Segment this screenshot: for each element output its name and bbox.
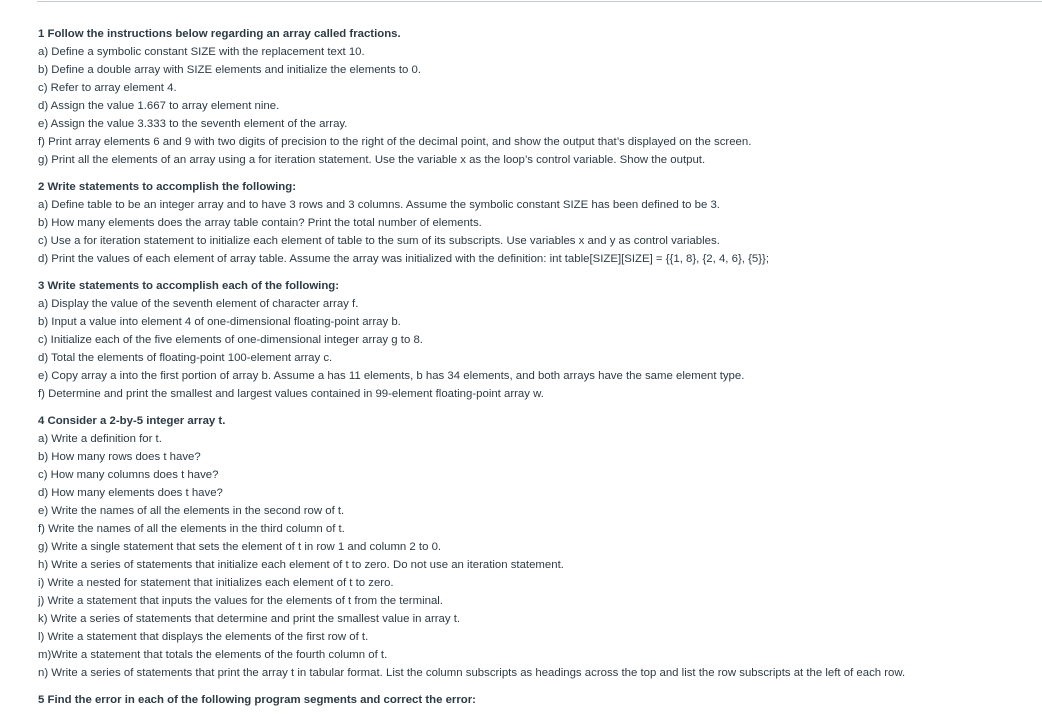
item-4m: m)Write a statement that totals the elements of the fourth column of t.: [38, 649, 388, 661]
section-2: [38, 178, 1038, 268]
section-4: [38, 412, 1038, 682]
item-4c: c) How many columns does t have?: [38, 469, 219, 481]
item-4j: j) Write a statement that inputs the values for the elements of t from the terminal.: [38, 595, 443, 607]
cut-off-content: [318, 713, 378, 718]
item-3e: e) Copy array a into the first portion of array b. Assume a has 11 elements, b has 34 elements, and both arrays have the same element type.: [38, 370, 745, 382]
item-2d: d) Print the values of each element of array table. Assume the array was initialized with the definition: int table[SIZE][SIZE] = {{1, 8}, {2, 4, 6}, {5}};: [38, 253, 770, 265]
item-4k: k) Write a series of statements that determine and print the smallest value in array t.: [38, 613, 461, 625]
item-3a: a) Display the value of the seventh element of character array f.: [38, 298, 359, 310]
item-2b: b) How many elements does the array table contain? Print the total number of elements.: [38, 217, 482, 229]
item-4h: h) Write a series of statements that initialize each element of t to zero. Do not use an iteration statement.: [38, 559, 564, 571]
item-1e: e) Assign the value 3.333 to the seventh element of the array.: [38, 118, 348, 130]
item-3c: c) Initialize each of the five elements of one-dimensional integer array g to 8.: [38, 334, 423, 346]
section-heading: 1 Follow the instructions below regarding an array called fractions.: [38, 28, 401, 40]
item-4n: n) Write a series of statements that print the array t in tabular format. List the column subscripts as headings across the top and list the row subscripts at the left of each row.: [38, 667, 906, 679]
item-1a: a) Define a symbolic constant SIZE with the replacement text 10.: [38, 46, 365, 58]
section-heading: 2 Write statements to accomplish the following:: [38, 181, 297, 193]
section-heading: 4 Consider a 2-by-5 integer array t.: [38, 415, 226, 427]
section-heading: 3 Write statements to accomplish each of the following:: [38, 280, 340, 292]
document-body: [38, 25, 1038, 709]
item-4b: b) How many rows does t have?: [38, 451, 201, 463]
item-4l: l) Write a statement that displays the elements of the first row of t.: [38, 631, 369, 643]
item-4a: a) Write a definition for t.: [38, 433, 162, 445]
item-4e: e) Write the names of all the elements in the second row of t.: [38, 505, 345, 517]
item-1b: b) Define a double array with SIZE elements and initialize the elements to 0.: [38, 64, 422, 76]
section-heading: 5 Find the error in each of the following program segments and correct the error:: [38, 694, 476, 706]
top-divider: [37, 1, 1042, 2]
item-1c: c) Refer to array element 4.: [38, 82, 177, 94]
item-2c: c) Use a for iteration statement to initialize each element of table to the sum of its subscripts. Use variables x and y as control variables.: [38, 235, 720, 247]
section-1: [38, 25, 1038, 169]
item-3b: b) Input a value into element 4 of one-dimensional floating-point array b.: [38, 316, 401, 328]
item-4i: i) Write a nested for statement that initializes each element of t to zero.: [38, 577, 394, 589]
item-1d: d) Assign the value 1.667 to array element nine.: [38, 100, 280, 112]
item-4g: g) Write a single statement that sets the element of t in row 1 and column 2 to 0.: [38, 541, 442, 553]
section-5: [38, 691, 1038, 709]
item-1g: g) Print all the elements of an array using a for iteration statement. Use the variable x as the loop’s control variable. Show the output.: [38, 154, 706, 166]
item-1f: f) Print array elements 6 and 9 with two digits of precision to the right of the decimal point, and show the output that’s displayed on the screen.: [38, 136, 752, 148]
item-3d: d) Total the elements of floating-point 100-element array c.: [38, 352, 333, 364]
item-4f: f) Write the names of all the elements in the third column of t.: [38, 523, 345, 535]
item-2a: a) Define table to be an integer array and to have 3 rows and 3 columns. Assume the symbolic constant SIZE has been defined to be 3.: [38, 199, 720, 211]
section-3: [38, 277, 1038, 403]
item-3f: f) Determine and print the smallest and largest values contained in 99-element floating-point array w.: [38, 388, 544, 400]
item-4d: d) How many elements does t have?: [38, 487, 223, 499]
